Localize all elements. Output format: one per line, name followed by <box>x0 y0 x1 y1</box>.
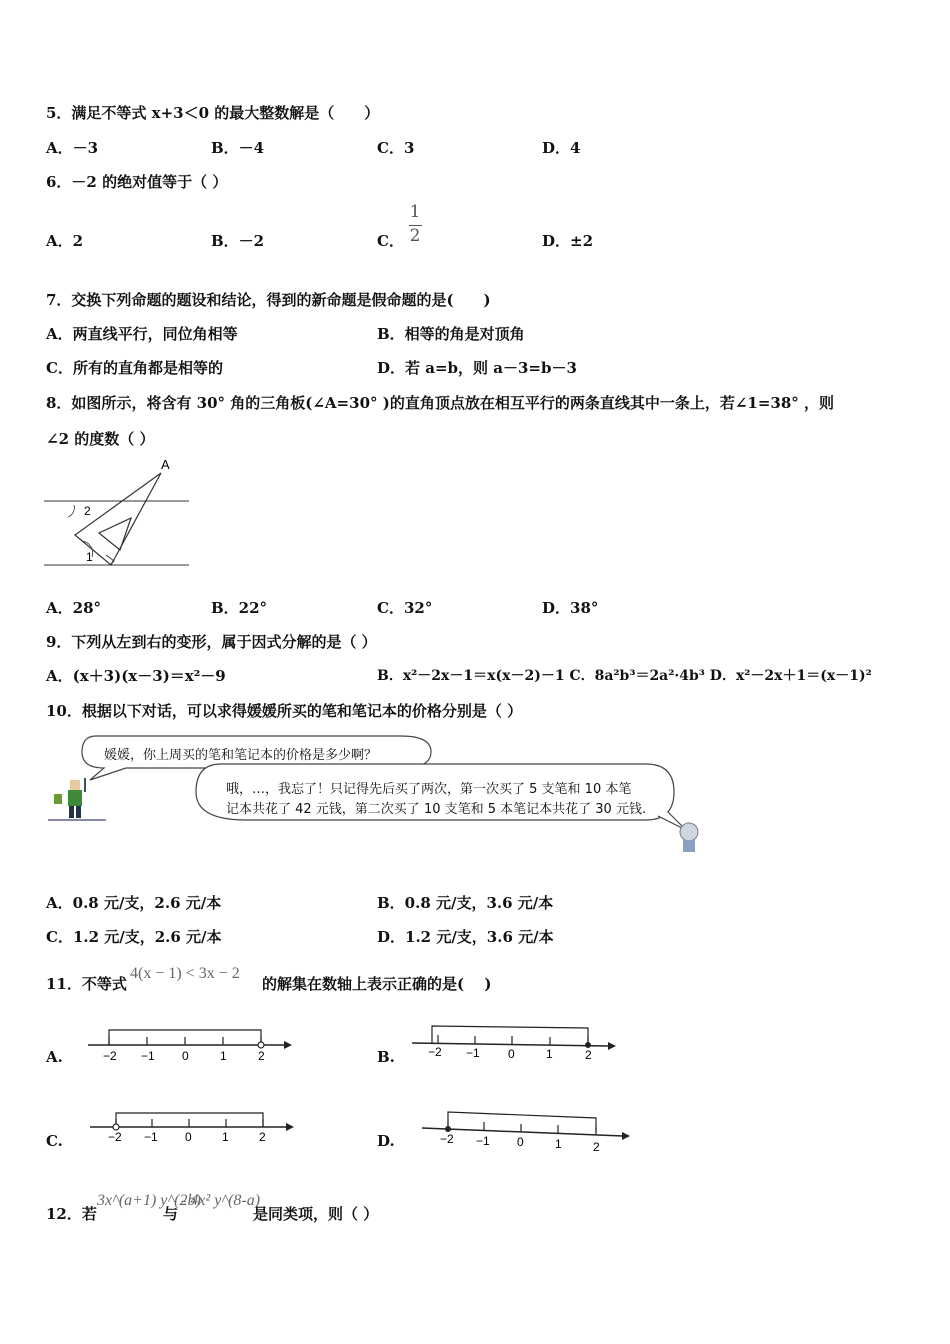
q7-option-c[interactable]: C．所有的直角都是相等的 <box>46 359 223 377</box>
q10-option-a[interactable]: A．0.8 元/支，2.6 元/本 <box>46 894 222 912</box>
q12-term1: 3x^(a+1) y^(2b) <box>97 1192 201 1209</box>
q11-stem-prefix: 11．不等式 <box>46 975 127 993</box>
tick-label: 2 <box>593 1140 600 1154</box>
q12-stem-prefix: 12．若 <box>46 1205 97 1223</box>
q6-option-d[interactable]: D．±2 <box>542 232 594 250</box>
tick-label: −2 <box>103 1049 117 1063</box>
q12-stem-suffix: 是同类项，则（ ） <box>253 1205 379 1223</box>
q6-option-b[interactable]: B．－2 <box>211 232 265 250</box>
tick-label: 1 <box>555 1137 562 1151</box>
q11-option-d[interactable]: D. <box>377 1132 395 1150</box>
tick-label: −2 <box>108 1130 122 1144</box>
q11-option-a[interactable]: A. <box>46 1048 63 1066</box>
label-A: A <box>161 457 170 472</box>
q5-option-a[interactable]: A．－3 <box>46 139 99 157</box>
tick-label: −1 <box>466 1046 480 1060</box>
speech-bubble-1-text: 媛媛，你上周买的笔和笔记本的价格是多少啊？ <box>104 748 378 763</box>
q6-option-c[interactable]: C． <box>377 232 404 250</box>
q5-option-d[interactable]: D．4 <box>542 139 581 157</box>
q5-option-c[interactable]: C．3 <box>377 139 415 157</box>
tick-label: 1 <box>220 1049 227 1063</box>
fraction-numerator: 1 <box>409 202 421 222</box>
label-1: 1 <box>86 550 93 564</box>
q5-option-b[interactable]: B．－4 <box>211 139 265 157</box>
tick-label: 2 <box>258 1049 265 1063</box>
q10-stem: 10．根据以下对话，可以求得媛媛所买的笔和笔记本的价格分别是（ ） <box>46 702 523 720</box>
tick-label: 0 <box>508 1047 515 1061</box>
number-line-b[interactable] <box>408 1016 623 1066</box>
q7-option-a[interactable]: A．两直线平行，同位角相等 <box>46 325 238 343</box>
girl-character-icon <box>680 823 698 852</box>
q5-stem: 5．满足不等式 x+3＜0 的最大整数解是（ ） <box>46 104 380 122</box>
speech-bubble-2-text-line2: 记本共花了 42 元钱，第二次买了 10 支笔和 5 本笔记本共花了 30 元钱. <box>226 802 647 817</box>
tick-label: −1 <box>141 1049 155 1063</box>
triangle-figure <box>44 455 194 570</box>
q9-options-bcd[interactable]: B．x²－2x－1＝x(x－2)－1 C．8a²b³＝2a²·4b³ D．x²－2x＋1＝(x－1)² <box>377 668 872 684</box>
q8-option-c[interactable]: C．32° <box>377 599 433 617</box>
q11-inequality: 4(x − 1) < 3x − 2 <box>130 965 240 982</box>
tick-label: 0 <box>185 1130 192 1144</box>
label-2: 2 <box>84 504 91 518</box>
tick-label: −1 <box>476 1134 490 1148</box>
tick-label: −2 <box>440 1132 454 1146</box>
q8-option-b[interactable]: B．22° <box>211 599 268 617</box>
q12-term2: - 4x² y^(8-a) <box>181 1192 261 1209</box>
triangle-inner <box>99 518 131 550</box>
number-line-a[interactable] <box>84 1018 299 1068</box>
tick-label: 2 <box>259 1130 266 1144</box>
q7-stem: 7．交换下列命题的题设和结论，得到的新命题是假命题的是( ) <box>46 291 491 309</box>
number-line-d[interactable] <box>418 1102 638 1157</box>
tick-label: 1 <box>222 1130 229 1144</box>
q8-stem-line1: 8．如图所示，将含有 30° 角的三角板(∠A=30° )的直角顶点放在相互平行的两条直线其中一条上，若∠1=38° ，则 <box>46 394 834 412</box>
fraction-denominator: 2 <box>409 226 421 246</box>
tick-label: −2 <box>428 1045 442 1059</box>
q9-stem: 9．下列从左到右的变形，属于因式分解的是（ ） <box>46 633 377 651</box>
tick-label: 0 <box>182 1049 189 1063</box>
q6-option-a[interactable]: A．2 <box>46 232 84 250</box>
number-line-c[interactable] <box>86 1103 301 1153</box>
q7-option-b[interactable]: B．相等的角是对顶角 <box>377 325 525 343</box>
q11-stem-suffix: 的解集在数轴上表示正确的是( ) <box>262 975 492 993</box>
q10-option-b[interactable]: B．0.8 元/支，3.6 元/本 <box>377 894 554 912</box>
angle-2-arc <box>68 505 74 517</box>
q7-option-d[interactable]: D．若 a=b，则 a－3=b－3 <box>377 359 577 377</box>
q11-option-c[interactable]: C. <box>46 1132 63 1150</box>
tick-label: 1 <box>546 1047 553 1061</box>
boy-character-icon <box>48 778 106 820</box>
q8-stem-line2: ∠2 的度数（ ） <box>46 430 155 448</box>
q10-option-d[interactable]: D．1.2 元/支，3.6 元/本 <box>377 928 554 946</box>
speech-bubble-2-text-line1: 哦，…，我忘了！只记得先后买了两次，第一次买了 5 支笔和 10 本笔 <box>226 782 632 797</box>
tick-label: 2 <box>585 1048 592 1062</box>
q8-option-d[interactable]: D．38° <box>542 599 599 617</box>
q9-option-a[interactable]: A．(x＋3)(x－3)＝x²－9 <box>46 667 226 685</box>
q6-stem: 6．－2 的绝对值等于（ ） <box>46 173 228 191</box>
q11-option-b[interactable]: B. <box>377 1048 395 1066</box>
tick-label: −1 <box>144 1130 158 1144</box>
tick-label: 0 <box>517 1135 524 1149</box>
q8-option-a[interactable]: A．28° <box>46 599 102 617</box>
q12-connector: 与 <box>163 1205 179 1223</box>
q10-option-c[interactable]: C．1.2 元/支，2.6 元/本 <box>46 928 222 946</box>
